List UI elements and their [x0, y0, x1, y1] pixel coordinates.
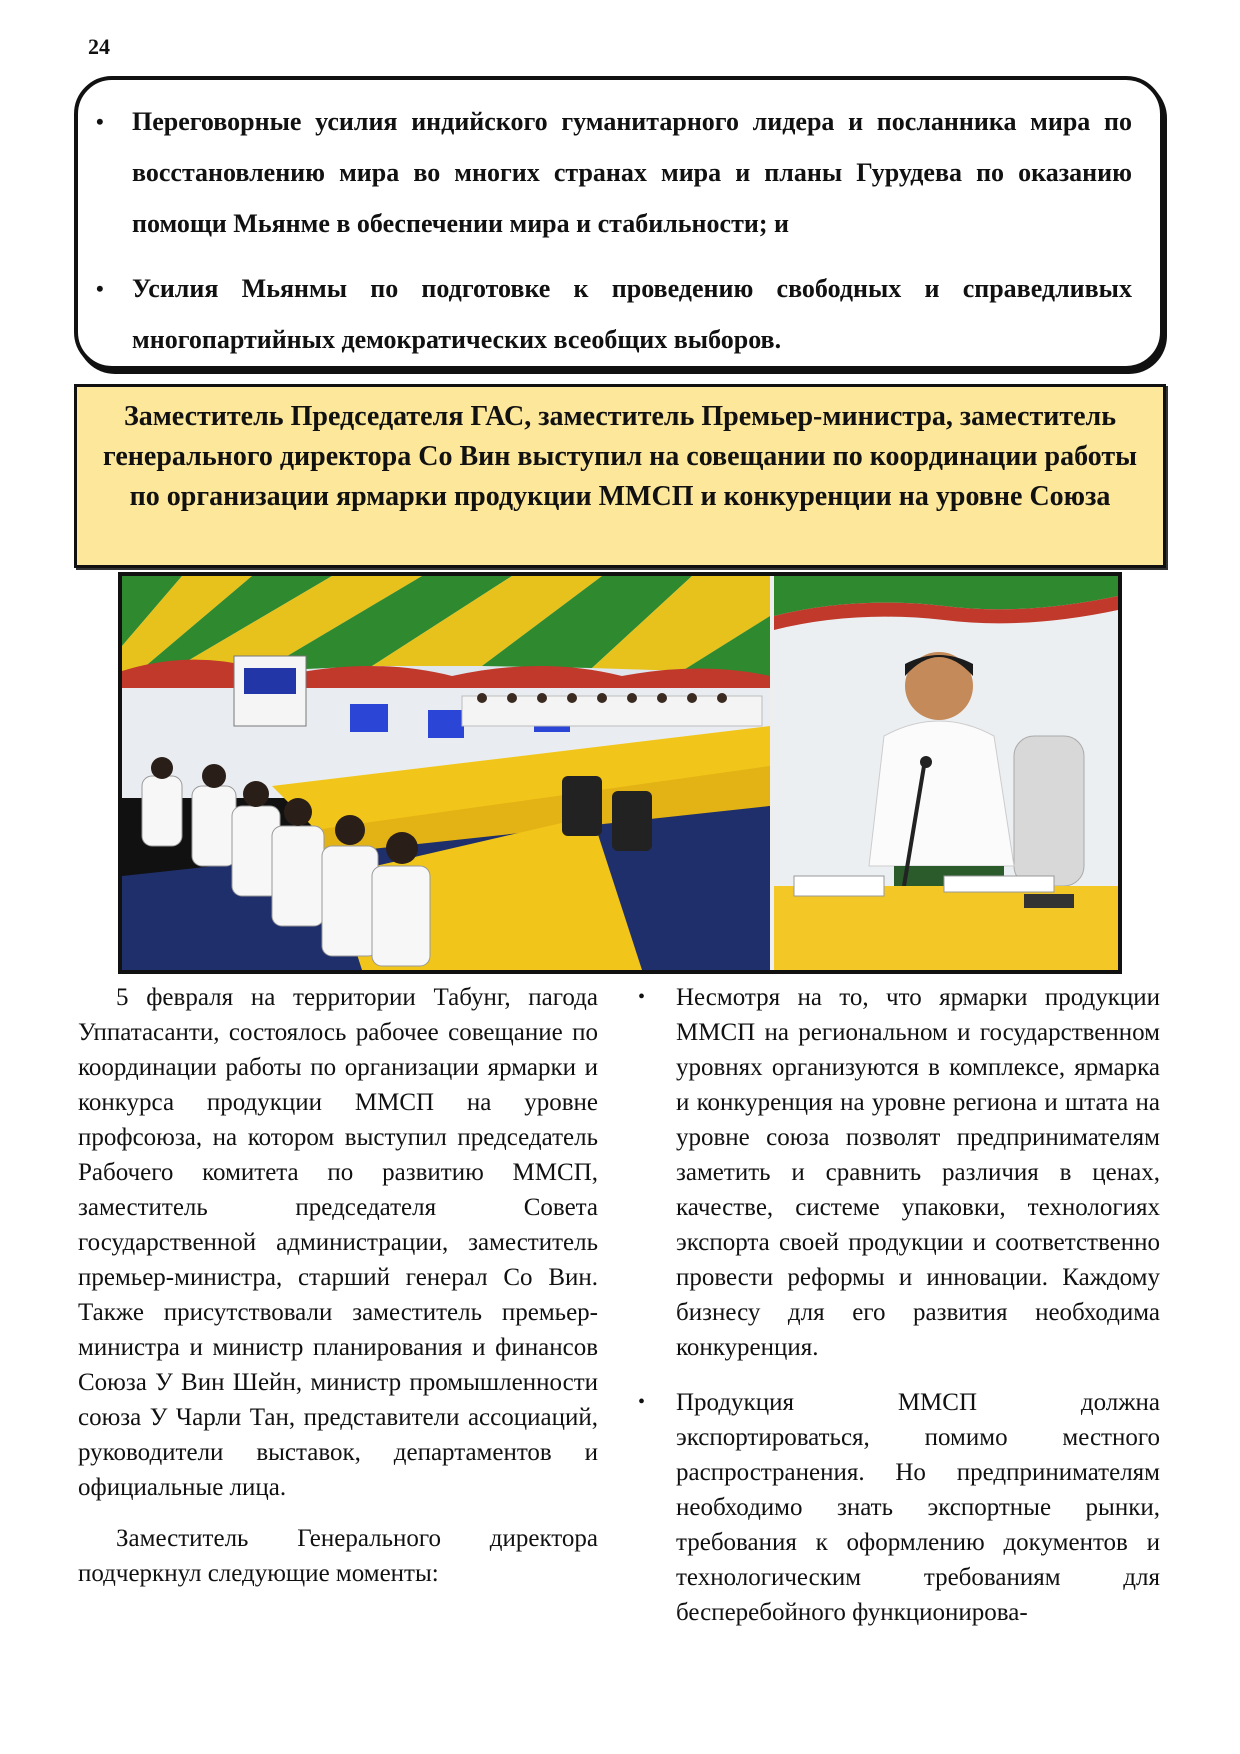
article-paragraph: 5 февраля на территории Табунг, пагода Уппатасанти, состоялось рабочее совещание по координации работы по организации ярмарки и конкурса продукции ММСП на уровне профсоюза, на котором выступил председатель Рабочего комитета по развитию ММСП, заместитель председателя Совета государственной администрации, заместитель премьер-министра, старший генерал Со Вин. Также присутствовали заместитель премьер-министра и министр планирования и финансов Союза У Вин Шейн, министр промышленности союза У Чарли Тан, представители ассоциаций, руководители выставок, департаментов и официальные лица. [78, 984, 598, 1501]
page-number: 24 [88, 34, 110, 59]
speaker-illustration [774, 576, 1118, 970]
summary-bullet-item: • Переговорные усилия индийского гуманитарного лидера и посланника мира по восстановлению мира во многих странах мира и планы Гурудева по оказанию помощи Мьянме в обеспечении мира и стабильности; и [132, 96, 1132, 249]
key-points-list [638, 980, 1160, 1630]
photo-strip [118, 572, 1122, 974]
summary-bullet-box [74, 76, 1164, 370]
speaker-photo [774, 576, 1118, 970]
article-headline: Заместитель Председателя ГАС, заместитель Премьер-министра, заместитель генерального директора Со Вин выступил на совещании по координации работы по организации ярмарки продукции ММСП и конкуренции на уровне Союза [103, 401, 1137, 512]
article-headline-box [74, 384, 1166, 568]
article-right-column [638, 980, 1160, 1650]
key-point-item: • Несмотря на то, что ярмарки продукции ММСП на региональном и государственном уровнях организуются в комплексе, ярмарка и конкуренция на уровне региона и штата на уровне союза позволят предпринимателям заметить и сравнить различия в ценах, качестве, системе упаковки, технологиях экспорта своей продукции и соответственно провести реформы и инновации. Каждому бизнесу для его развития необходима конкуренция. [676, 980, 1160, 1365]
summary-bullet-list [132, 96, 1132, 379]
article-left-column [78, 980, 598, 1607]
key-point-item: • Продукция ММСП должна экспортироваться, помимо местного распространения. Но предпринимателям необходимо знать экспортные рынки, требования к оформлению документов и технологическим требованиям для бесперебойного функционирова- [676, 1385, 1160, 1630]
summary-bullet-item: • Усилия Мьянмы по подготовке к проведению свободных и справедливых многопартийных демократических всеобщих выборов. [132, 263, 1132, 365]
meeting-hall-illustration [122, 576, 770, 970]
meeting-hall-photo [122, 576, 774, 970]
article-paragraph: Заместитель Генерального директора подчеркнул следующие моменты: [78, 1525, 598, 1587]
